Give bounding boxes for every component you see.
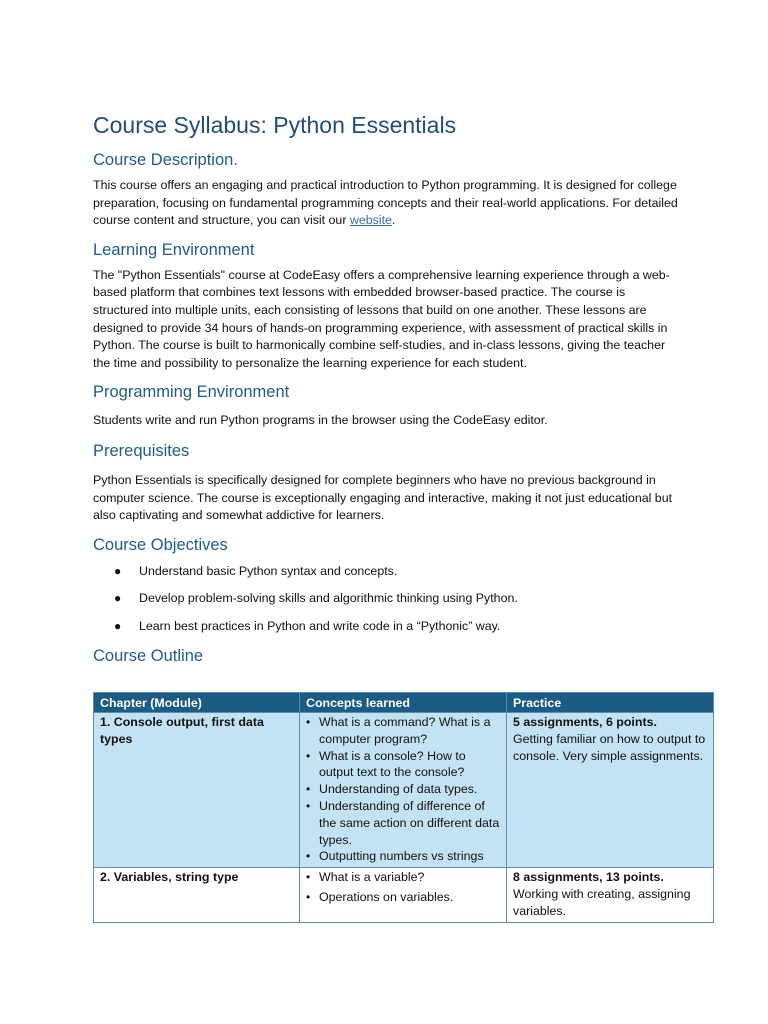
objective-text: Develop problem-solving skills and algorithmic thinking using Python. (139, 591, 518, 606)
concept-item: • Understanding of difference of the same action on different data types. (306, 798, 500, 848)
course-outline-table (93, 692, 714, 923)
column-header-chapter: Chapter (Module) (94, 693, 300, 713)
course-objectives-heading: Course Objectives (93, 535, 228, 554)
table-header-row (94, 693, 714, 713)
course-description-end: . (391, 213, 396, 228)
practice-cell (507, 713, 714, 868)
bullet-icon: ● (114, 618, 122, 633)
objective-text: Understand basic Python syntax and concepts. (139, 563, 398, 578)
programming-environment-text: Students write and run Python programs in the browser using the CodeEasy editor. (93, 413, 548, 428)
programming-environment-heading: Programming Environment (93, 383, 290, 402)
objective-item (93, 563, 683, 591)
concepts-cell (300, 713, 507, 868)
concept-item: • Operations on variables. (306, 889, 500, 906)
concept-item: • Outputting numbers vs strings (306, 848, 500, 865)
course-description-body: This course offers an engaging and practical introduction to Python programming. It is designed for college preparation, focusing on fundamental programming concepts and their real-world applications. For detailed course content and structure, you can visit our (93, 178, 678, 228)
bullet-icon: ● (114, 591, 122, 606)
concepts-list (306, 714, 500, 865)
course-description-heading: Course Description. (93, 151, 238, 169)
page-title: Course Syllabus: Python Essentials (93, 112, 457, 138)
chapter-cell: 1. Console output, first data types (94, 713, 300, 868)
concept-item: • What is a command? What is a computer program? (306, 714, 500, 748)
table-row (94, 868, 714, 922)
course-description-text (93, 177, 683, 230)
table-row (94, 713, 714, 868)
course-outline-heading: Course Outline (93, 647, 204, 666)
column-header-concepts: Concepts learned (300, 693, 507, 713)
objectives-list (93, 563, 683, 646)
concepts-list (306, 869, 500, 906)
objective-item (93, 590, 683, 618)
concept-item: • Understanding of data types. (306, 781, 500, 798)
practice-description: Getting familiar on how to output to console. Very simple assignments. (513, 731, 706, 763)
document-body (93, 108, 683, 667)
practice-description: Working with creating, assigning variables. (513, 886, 691, 918)
website-link[interactable]: website (349, 213, 392, 228)
chapter-cell: 2. Variables, string type (94, 868, 300, 922)
practice-summary: 8 assignments, 13 points. (513, 870, 664, 885)
practice-cell (507, 868, 714, 922)
learning-environment-text: The "Python Essentials" course at CodeEasy offers a comprehensive learning experience through a web-based platform that combines text lessons with embedded browser-based practice. The course is structured into multiple units, each consisting of lessons that build on one another. These lessons are designed to provide 34 hours of hands-on programming experience, with assessment of practical skills in Python. The course is built to harmonically combine self-studies, and in-class lessons, giving the teacher the time and possibility to personalize the learning experience for each student. (93, 267, 670, 370)
column-header-practice: Practice (507, 693, 714, 713)
concept-item: • What is a variable? (306, 869, 500, 886)
prerequisites-heading: Prerequisites (93, 441, 190, 460)
concept-item: • What is a console? How to output text to the console? (306, 748, 500, 782)
bullet-icon: ● (114, 563, 122, 578)
practice-summary: 5 assignments, 6 points. (513, 715, 657, 729)
objective-item (93, 618, 683, 646)
prerequisites-text: Python Essentials is specifically designed for complete beginners who have no previous background in computer science. The course is exceptionally engaging and interactive, making it not just educational but also captivating and somewhat addictive for learners. (93, 472, 673, 523)
concepts-cell (300, 868, 507, 922)
learning-environment-heading: Learning Environment (93, 240, 255, 259)
objective-text: Learn best practices in Python and write code in a “Pythonic” way. (139, 618, 501, 633)
